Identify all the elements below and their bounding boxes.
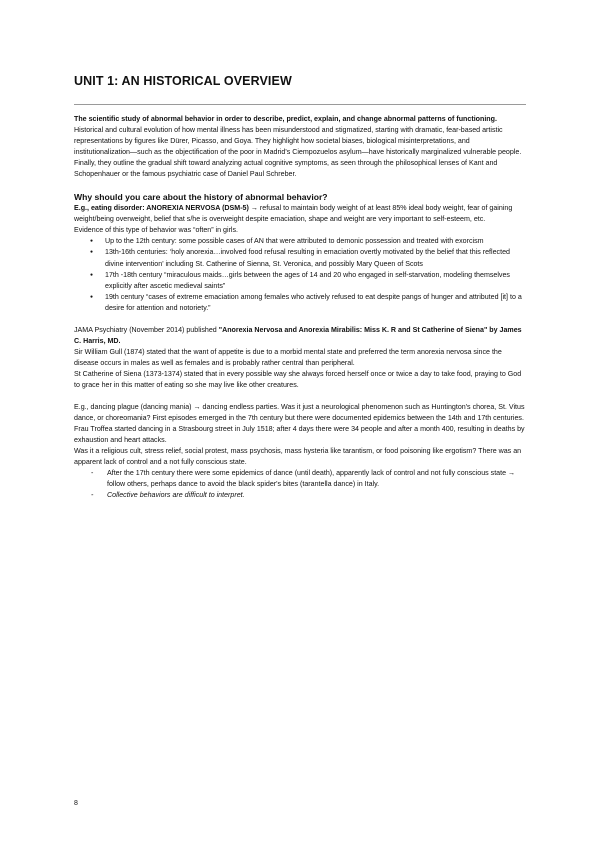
- jama-reference: [74, 325, 526, 347]
- intro-paragraph: Historical and cultural evolution of how mental illness has been misunderstood and stigmatized, starting with dramatic, fear-based artistic representations by figures like Dürer, Picasso, and Goya. They highlight how societal biases, biological misinterpretations, and institutionalization—such as the objectification of the poor in Madrid's Ciempozuelos asylum—have historically marginalized vulnerable people. Finally, they outline the gradual shift toward analyzing actual cognitive symptoms, as seen through the philosophical lenses of Kant and Schopenhauer or the famous psychiatric case of Daniel Paul Schreber.: [74, 126, 522, 179]
- anorexia-example: [74, 203, 526, 225]
- anorexia-example-text: → refusal to maintain body weight of at least 85% ideal body weight, fear of gaining weight/being overweight, belief that s/he is overweight despite emaciation, shape and weight are very important to self-esteem, etc.: [74, 204, 513, 224]
- jama-prefix: JAMA Psychiatry (November 2014) published: [74, 325, 219, 334]
- unit-title: UNIT 1: AN HISTORICAL OVERVIEW: [74, 74, 292, 88]
- anorexia-evidence: Evidence of this type of behavior was “often” in girls.: [74, 226, 239, 235]
- jama-article-title: "Anorexia Nervosa and Anorexia Mirabilis: Miss K. R and St Catherine of Siena" by James C. Harris, MD.: [74, 325, 522, 345]
- gull-statement: Sir William Gull (1874) stated that the want of appetite is due to a morbid mental state and preferred the term anorexia nervosa since the disease occurs in males as well as females and is probably rather central than peripheral.: [74, 347, 502, 367]
- page-number: 8: [74, 800, 78, 807]
- list-item: ● Up to the 12th century: some possible cases of AN that were attributed to demonic possession and treated with exorcism: [74, 236, 526, 247]
- document-body: [74, 114, 526, 501]
- catherine-statement: St Catherine of Siena (1373-1374) stated that in every possible way she always forced herself once or twice a day to take food, praying to God to grace her in this matter of eating so she may live like other creatures.: [74, 369, 522, 389]
- intro-definition: The scientific study of abnormal behavior in order to describe, predict, explain, and change abnormal patterns of functioning.: [74, 115, 497, 123]
- list-item: - After the 17th century there were some epidemics of dance (until death), apparently lack of control and not fully conscious state → follow others, perhaps dance to avoid the black spider's bites (tarantella dance) in Italy.: [74, 468, 526, 490]
- list-item: ● 13th-16th centuries: ‘holy anorexia…involved food refusal resulting in emaciation overtly motivated by the belief that this reflected divine intervention’ including St. Catherine of Sienna, St. Veronica, and possibly Mary Queen of Scots: [74, 247, 526, 269]
- list-item: ● 17th -18th century “miraculous maids…girls between the ages of 14 and 20 who engaged in self-starvation, modeling themselves explicitly after ascetic medieval saints”: [74, 270, 526, 292]
- dancing-plague-paragraph: E.g., dancing plague (dancing mania) → dancing endless parties. Was it just a neurological phenomenon such as Huntington's chorea, St. Vitus dance, or choreomania? First episodes emerged in the 7th century but there were documented epidemics between the 14th and 17th centuries. Frau Troffea started dancing in a Strasbourg street in July 1518; after 4 days there were 34 people and after a month 400, resulting in deaths by exhaustion and heart attacks.: [74, 403, 525, 445]
- anorexia-history-list: [74, 236, 526, 313]
- dancing-plague-question: Was it a religious cult, stress relief, social protest, mass psychosis, mass hysteria like tarantism, or food poisoning like ergotism? There was an apparent lack of control and a not fully conscious state.: [74, 447, 522, 467]
- list-item: - Collective behaviors are difficult to interpret.: [74, 490, 526, 501]
- section-heading: Why should you care about the history of abnormal behavior?: [74, 192, 328, 203]
- title-divider: [74, 104, 526, 105]
- dancing-plague-list: [74, 468, 526, 501]
- anorexia-example-label: E.g., eating disorder: ANOREXIA NERVOSA (DSM-5): [74, 204, 249, 213]
- list-item: ● 19th century “cases of extreme emaciation among females who actively refused to eat despite pangs of hunger and attributed [it] to a desire for attention and notoriety.”: [74, 292, 526, 314]
